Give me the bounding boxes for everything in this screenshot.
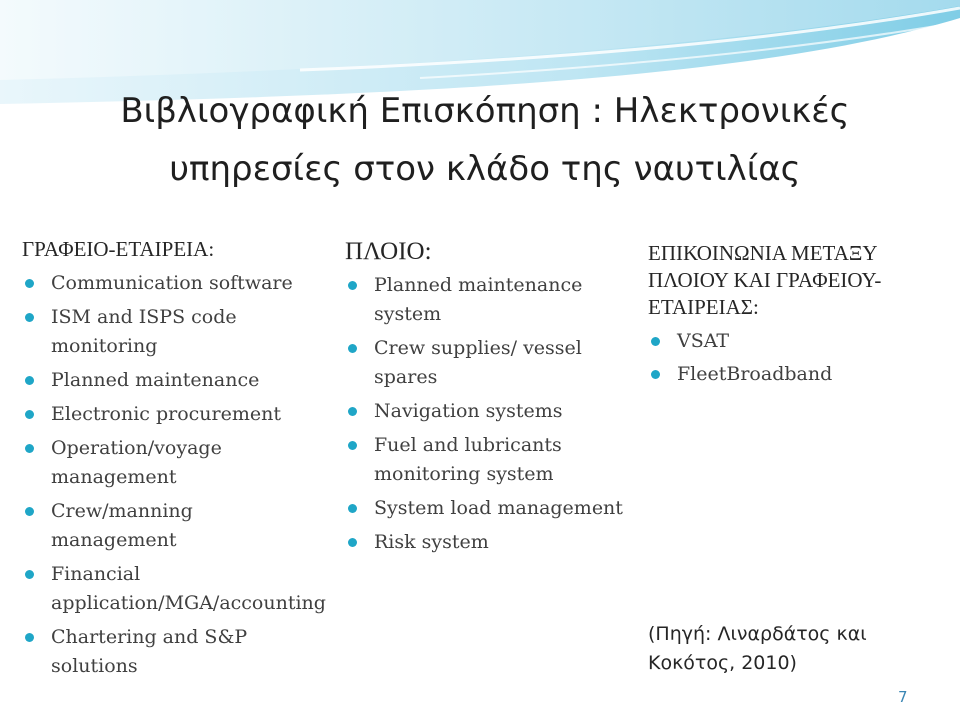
communication-heading: ΕΠΙΚΟΙΝΩΝΙΑ ΜΕΤΑΞΥ ΠΛΟΙΟΥ ΚΑΙ ΓΡΑΦΕΙΟΥ-ΕΤΑΙΡΕΙΑΣ:	[648, 241, 882, 319]
office-company-list	[22, 269, 326, 681]
list-item-text: Planned maintenance	[51, 369, 260, 391]
list-item	[345, 271, 645, 329]
bullet-icon	[25, 313, 34, 322]
list-item	[22, 560, 326, 618]
communication-list	[648, 327, 948, 389]
bullet-icon	[651, 337, 660, 346]
bullet-icon	[25, 444, 34, 453]
list-item-text: System load management	[374, 497, 623, 519]
list-item-text: ISM and ISPS code monitoring	[51, 306, 237, 357]
list-item-text: FleetBroadband	[677, 363, 833, 385]
ship-column	[345, 238, 645, 562]
bullet-icon	[25, 279, 34, 288]
bullet-icon	[348, 344, 357, 353]
list-item-text: Fuel and lubricants monitoring system	[374, 434, 562, 485]
office-company-column	[22, 236, 326, 686]
list-item	[22, 400, 322, 429]
bullet-icon	[25, 570, 34, 579]
list-item	[345, 494, 645, 523]
list-item-text: Communication software	[51, 272, 293, 294]
bullet-icon	[348, 538, 357, 547]
list-item-text: Crew supplies/ vessel spares	[374, 337, 582, 388]
bullet-icon	[25, 507, 34, 516]
bullet-icon	[348, 441, 357, 450]
list-item	[22, 303, 322, 361]
slide-title: Βιβλιογραφική Επισκόπηση : Ηλεκτρονικές υπηρεσίες στον κλάδο της ναυτιλίας	[120, 91, 850, 189]
list-item	[345, 397, 645, 426]
list-item	[22, 269, 322, 298]
list-item-text: Operation/voyage management	[51, 437, 222, 488]
list-item-text: Risk system	[374, 531, 489, 553]
bullet-icon	[25, 410, 34, 419]
bullet-icon	[348, 281, 357, 290]
bullet-icon	[25, 376, 34, 385]
list-item	[22, 366, 322, 395]
list-item-text: Planned maintenance system	[374, 274, 583, 325]
ship-office-communication-column	[648, 240, 948, 393]
bullet-icon	[348, 504, 357, 513]
list-item	[648, 360, 948, 389]
bullet-icon	[651, 370, 660, 379]
page-number: 7	[898, 688, 908, 706]
list-item	[345, 431, 645, 489]
list-item	[22, 434, 322, 492]
list-item-text: Financial application/MGA/accounting	[51, 563, 326, 614]
list-item-text: VSAT	[677, 330, 730, 352]
list-item	[345, 334, 645, 392]
ship-heading: ΠΛΟΙΟ:	[345, 238, 432, 265]
list-item	[22, 623, 322, 681]
list-item	[22, 497, 322, 555]
list-item	[648, 327, 948, 356]
list-item-text: Navigation systems	[374, 400, 563, 422]
list-item-text: Chartering and S&P solutions	[51, 626, 248, 677]
office-company-heading: ΓΡΑΦΕΙΟ-ΕΤΑΙΡΕΙΑ:	[22, 237, 215, 261]
bullet-icon	[25, 633, 34, 642]
source-citation: (Πηγή: Λιναρδάτος και Κοκότος, 2010)	[648, 623, 867, 674]
ship-list	[345, 271, 645, 557]
list-item-text: Electronic procurement	[51, 403, 282, 425]
list-item	[345, 528, 645, 557]
list-item-text: Crew/manning management	[51, 500, 193, 551]
bullet-icon	[348, 407, 357, 416]
